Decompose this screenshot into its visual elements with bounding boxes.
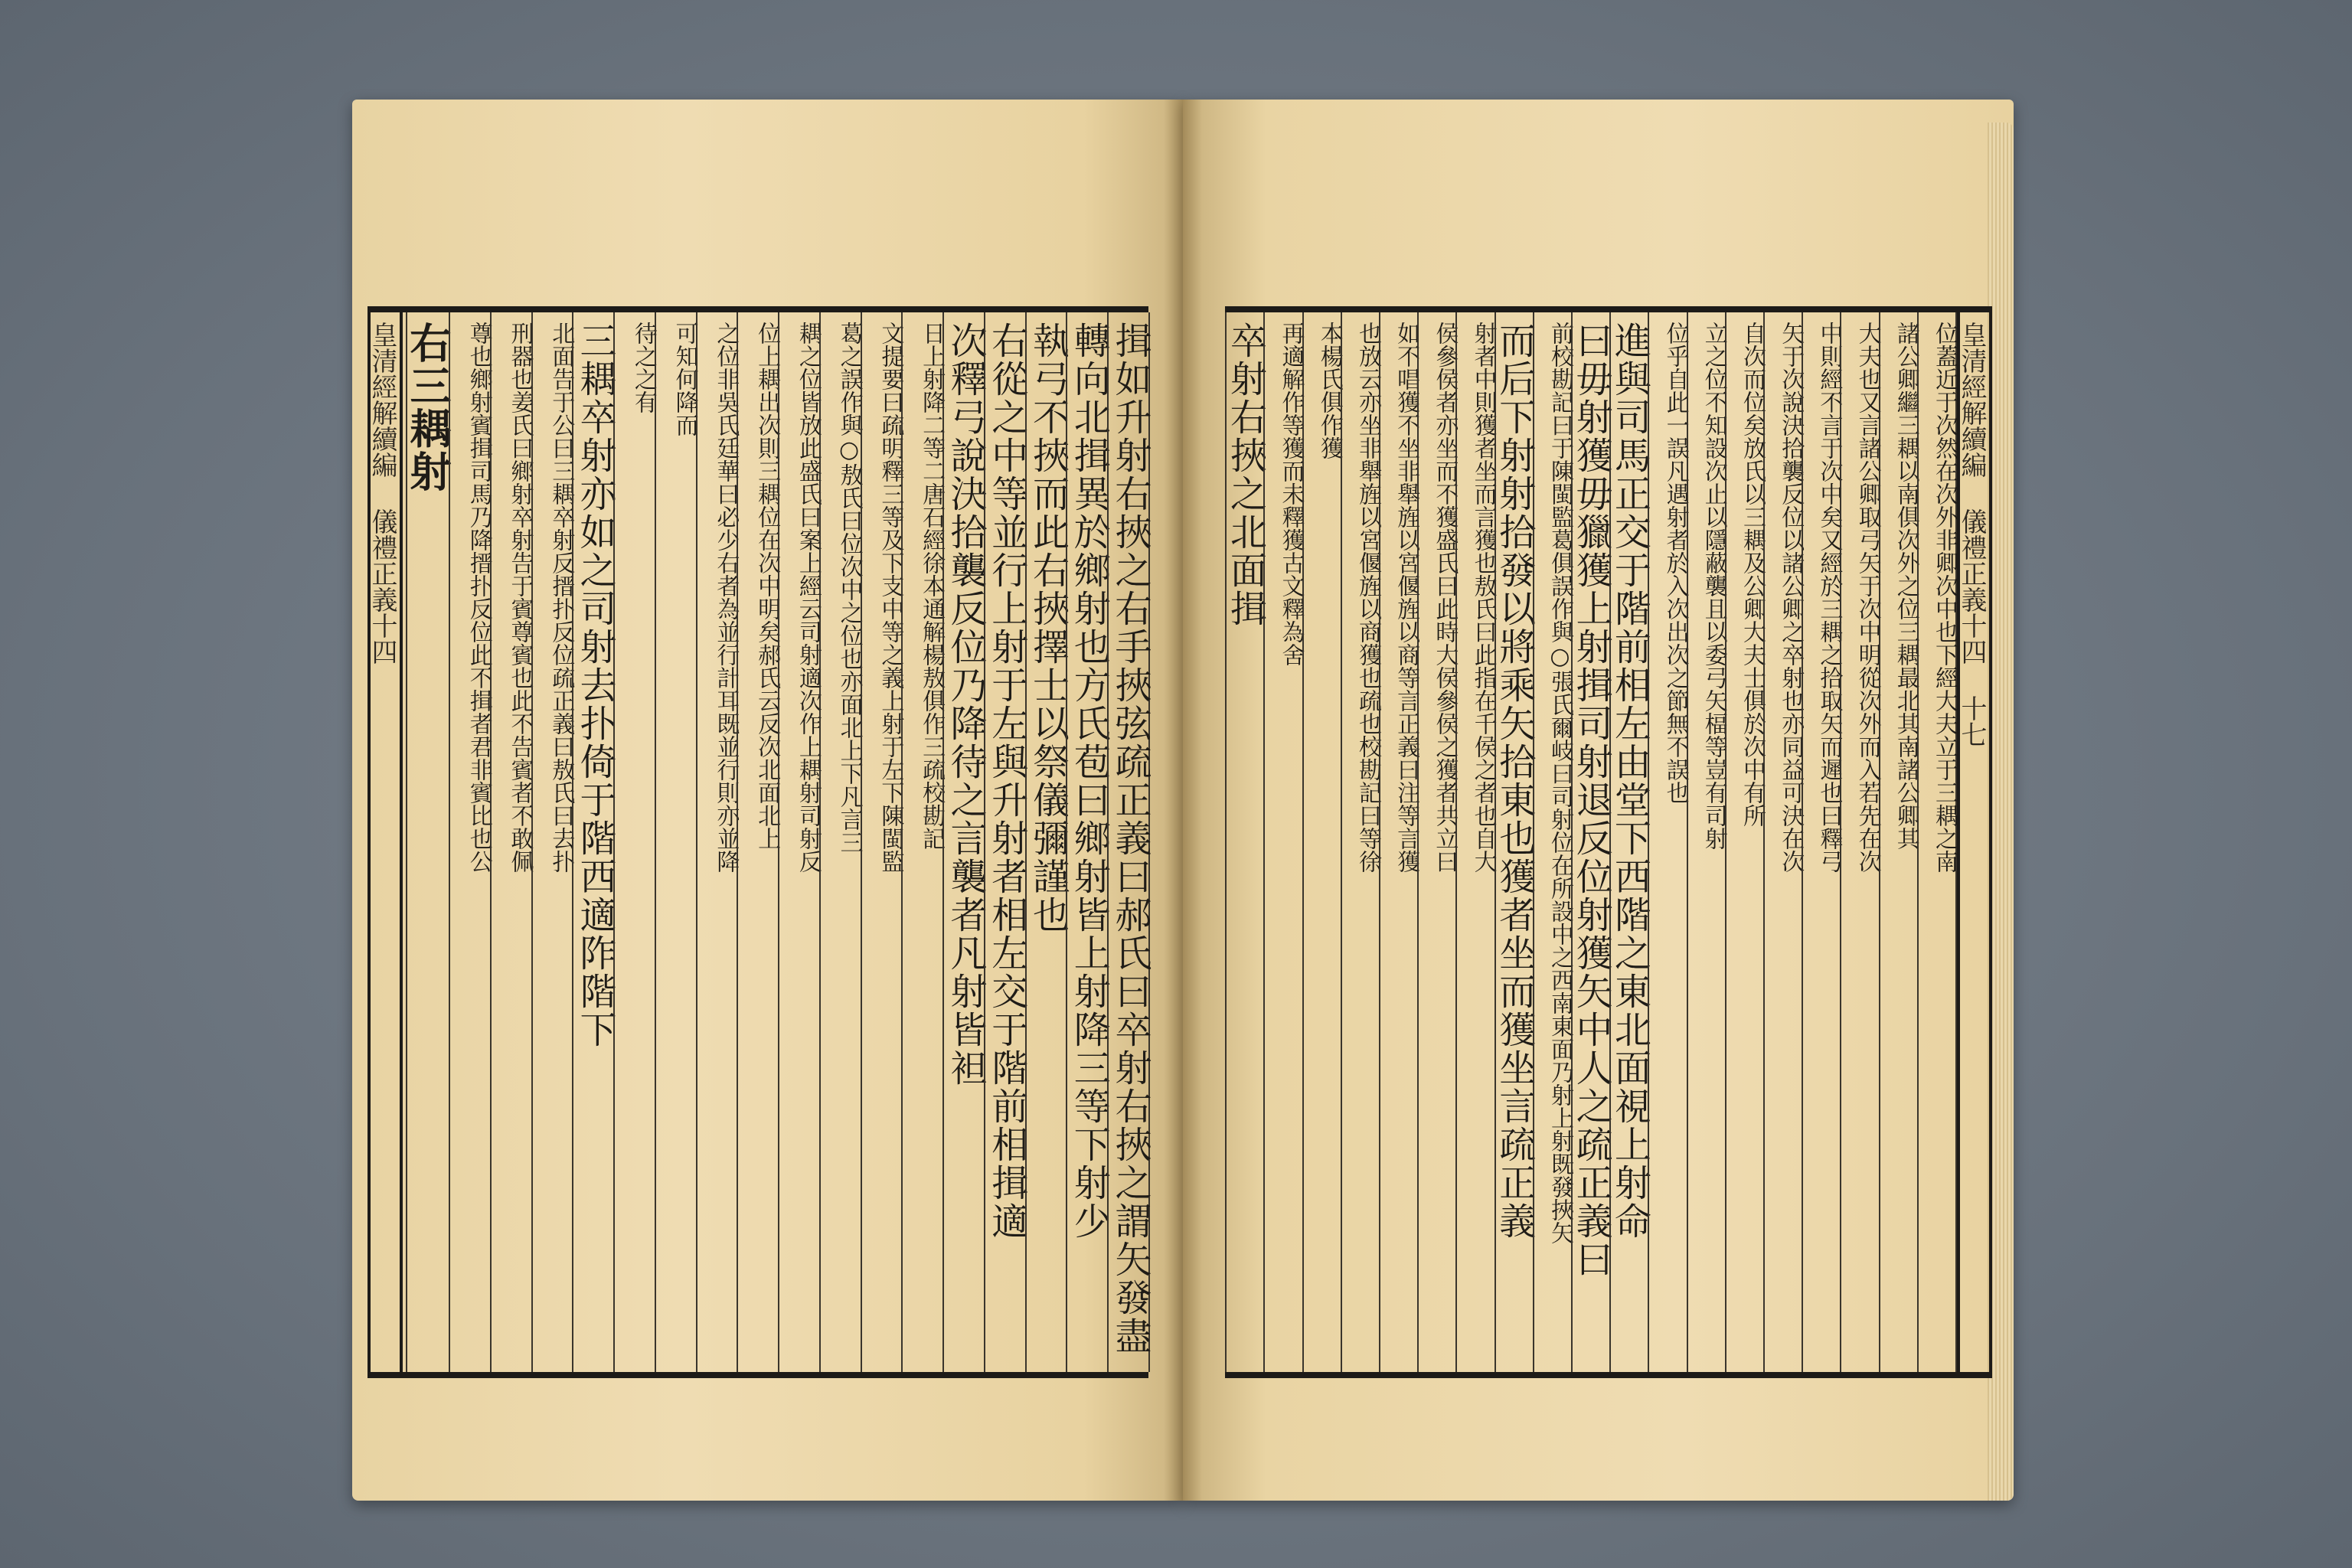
left-column: 執弓不挾而此右挾擇士以祭儀彌謹也 xyxy=(1025,312,1068,1372)
right-column: 中則經不言于次中矣又經於三耦之拾取矢而遲也曰釋弓 xyxy=(1802,312,1841,1372)
right-column: 也放云亦坐非舉旌以宮偃旌以商獲也疏也校勘記曰等徐 xyxy=(1341,312,1380,1372)
left-column: 尊也鄉射賓揖司馬乃降搢扑反位此不揖者君非賓比也公 xyxy=(449,312,492,1372)
left-margin-section: 儀禮正義十四 xyxy=(367,508,397,665)
left-column: 刑器也姜氏曰鄉射卒射告于賓尊賓也此不告賓者不敢佩 xyxy=(490,312,533,1372)
left-text-block xyxy=(368,306,1152,1378)
left-columns xyxy=(403,312,1152,1372)
right-margin-label xyxy=(1957,306,1992,1378)
right-column: 立之位不知設次止以隱蔽襲且以委弓矢楅等豈有司射 xyxy=(1687,312,1726,1372)
right-columns xyxy=(1223,312,1958,1372)
right-column: 本楊氏俱作獲 xyxy=(1302,312,1342,1372)
open-book xyxy=(337,84,2044,1524)
right-column: 而后下射射拾發以將乘矢拾東也獲者坐而獲坐言疏正義 xyxy=(1494,312,1534,1372)
right-column: 卒射右挾之北面揖 xyxy=(1225,312,1265,1372)
left-column: 待之之有 xyxy=(613,312,656,1372)
left-column: 轉向北揖異於鄉射也方氏苞曰鄉射皆上射降三等下射少 xyxy=(1066,312,1109,1372)
right-column: 矢于次說決拾襲反位以諸公卿之卒射也亦同益可決在次 xyxy=(1763,312,1803,1372)
left-column: 文提要曰疏明釋三等及下支中等之義上射于左下陳閩監 xyxy=(861,312,903,1372)
right-column: 位乎自此一誤凡遇射者於入次出次之節無不誤也 xyxy=(1648,312,1687,1372)
right-column: 自次而位矣放氏以三耦及公卿大夫士俱於次中有所 xyxy=(1725,312,1765,1372)
left-margin-title: 皇清經解續編 xyxy=(367,322,397,478)
right-column: 曰毋射獲毋獵獲上射揖司射退反位射獲矢中人之疏正義曰 xyxy=(1571,312,1611,1372)
left-column: 次釋弓說決拾襲反位乃降待之言襲者凡射皆袒 xyxy=(942,312,985,1372)
right-column: 進與司馬正交于階前相左由堂下西階之東北面視上射命 xyxy=(1609,312,1649,1372)
left-column: 日上射降二等二唐石經徐本通解楊敖俱作三疏校勘記 xyxy=(901,312,944,1372)
right-margin-title: 皇清經解續編 xyxy=(1956,322,1987,478)
book-gutter xyxy=(1164,100,1202,1501)
right-margin-section: 儀禮正義十四 xyxy=(1956,508,1987,665)
left-column: 揖如升射右挾之右手挾弦疏正義曰郝氏曰卒射右挾之謂矢發盡 xyxy=(1107,312,1150,1372)
right-page-number: 十七 xyxy=(1956,695,1987,747)
right-column: 射者中則獲者坐而言獲也敖氏曰此指在千侯之者也自大 xyxy=(1455,312,1495,1372)
right-column: 再適解作等獲而未釋獲古文釋為舍 xyxy=(1263,312,1303,1372)
show-through-right xyxy=(1256,145,1945,283)
left-column: 北面告于公曰三耦卒射反搢扑反位疏正義曰敖氏曰去扑 xyxy=(531,312,574,1372)
right-column: 大夫也又言諸公卿取弓矢于次中明從次外而入若先在次 xyxy=(1840,312,1880,1372)
right-column: 如不唱獲不坐非舉旌以宮偃旌以商等言正義曰注等言獲 xyxy=(1379,312,1419,1372)
left-column: 葛之誤作與○敖氏曰位次中之位也亦面北上下凡言三 xyxy=(819,312,862,1372)
right-column: 侯參侯者亦坐而不獲盛氏曰此時大侯參侯之獲者共立曰 xyxy=(1417,312,1457,1372)
left-column: 三耦卒射亦如之司射去扑倚于階西適阼階下 xyxy=(572,312,615,1372)
left-column: 之位非吳氏廷華曰必少右者為並行計耳既並行則亦並降 xyxy=(696,312,739,1372)
right-column: 諸公卿繼三耦以南俱次外之位三耦最北其南諸公卿其 xyxy=(1879,312,1919,1372)
right-column: 前校勘記曰于陳閩監葛俱誤作與○張氏爾岐曰司射位在所設中之西南東面乃射上射既發挾矢 xyxy=(1533,312,1573,1372)
right-column: 位蓋近于次然在次外非卿次中也下經大夫立于三耦之南 xyxy=(1917,312,1957,1372)
left-margin-label xyxy=(368,306,403,1378)
left-column: 右從之中等並行上射于左與升射者相左交于階前相揖適 xyxy=(984,312,1027,1372)
left-column: 可知何降而 xyxy=(655,312,697,1372)
right-text-block xyxy=(1225,306,1991,1378)
left-section-heading: 右三耦射 xyxy=(406,312,450,1372)
left-column: 位上耦出次則三耦位在次中明矣郝氏云反次北面北上 xyxy=(737,312,779,1372)
show-through-left xyxy=(429,145,1118,283)
left-column: 耦之位皆放此盛氏曰案上經云司射適次作上耦射司射反 xyxy=(778,312,821,1372)
